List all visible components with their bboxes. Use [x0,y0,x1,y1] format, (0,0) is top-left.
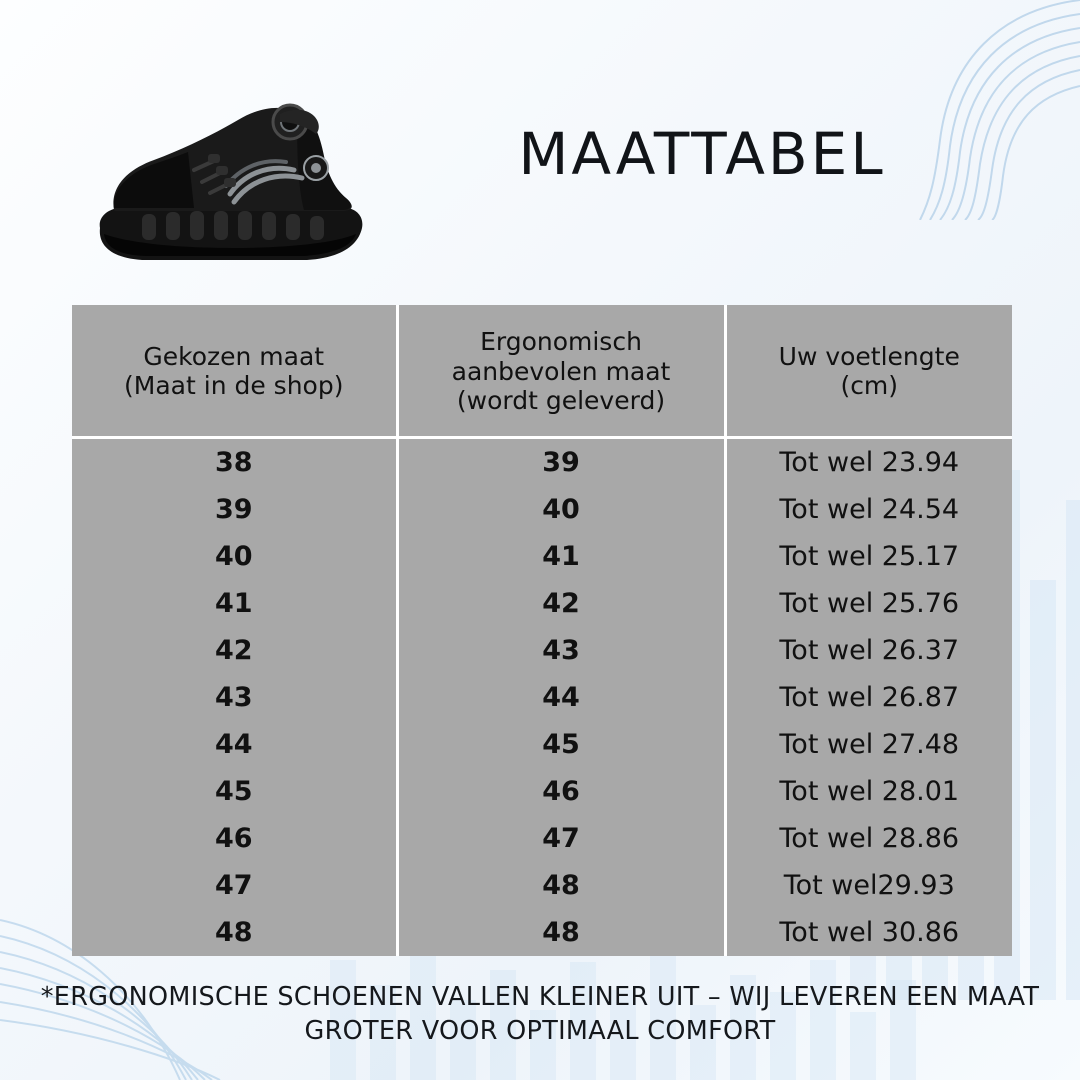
cell-foot-length: Tot wel 23.94 [725,437,1012,486]
table-row [72,909,1012,956]
cell-chosen-size: 48 [72,909,397,956]
cell-foot-length: Tot wel 27.48 [725,721,1012,768]
cell-foot-length: Tot wel 24.54 [725,486,1012,533]
cell-foot-length: Tot wel 28.86 [725,815,1012,862]
cell-recommended-size: 48 [397,909,725,956]
header-line: Ergonomisch [480,327,642,356]
cell-recommended-size: 39 [397,437,725,486]
cell-chosen-size: 45 [72,768,397,815]
header-line: (wordt geleverd) [456,386,666,415]
page-title: MAATTABEL [518,120,886,188]
header-line: (Maat in de shop) [124,371,344,401]
table-row [72,437,1012,486]
sneaker-product-image [82,78,382,278]
table-row [72,674,1012,721]
cell-chosen-size: 38 [72,437,397,486]
header-line: aanbevolen maat [451,356,671,386]
cell-recommended-size: 44 [397,674,725,721]
cell-chosen-size: 46 [72,815,397,862]
cell-chosen-size: 39 [72,486,397,533]
table-row [72,627,1012,674]
cell-recommended-size: 46 [397,768,725,815]
header-line: Gekozen maat [143,341,325,371]
table-body [72,437,1012,956]
size-table-container [72,305,1012,956]
cell-chosen-size: 44 [72,721,397,768]
cell-recommended-size: 41 [397,533,725,580]
cell-recommended-size: 40 [397,486,725,533]
cell-foot-length: Tot wel 30.86 [725,909,1012,956]
column-header-foot-length [725,305,1012,437]
cell-recommended-size: 43 [397,627,725,674]
cell-foot-length: Tot wel 25.17 [725,533,1012,580]
table-row [72,768,1012,815]
cell-foot-length: Tot wel 28.01 [725,768,1012,815]
footer-note: *ERGONOMISCHE SCHOENEN VALLEN KLEINER UIT – WIJ LEVEREN EEN MAAT GROTER VOOR OPTIMAAL COMFORT [40,982,1040,1047]
cell-recommended-size: 42 [397,580,725,627]
table-row [72,815,1012,862]
table-row [72,862,1012,909]
column-header-chosen-size [72,305,397,437]
cell-foot-length: Tot wel29.93 [725,862,1012,909]
cell-recommended-size: 45 [397,721,725,768]
column-header-recommended-size [397,305,725,437]
table-row [72,580,1012,627]
table-row [72,721,1012,768]
cell-foot-length: Tot wel 25.76 [725,580,1012,627]
header-line: Uw voetlengte [778,341,960,371]
size-table [72,305,1012,956]
table-row [72,533,1012,580]
cell-recommended-size: 47 [397,815,725,862]
header-line: (cm) [840,371,899,401]
cell-chosen-size: 40 [72,533,397,580]
cell-recommended-size: 48 [397,862,725,909]
table-header-row [72,305,1012,437]
cell-foot-length: Tot wel 26.37 [725,627,1012,674]
cell-foot-length: Tot wel 26.87 [725,674,1012,721]
table-row [72,486,1012,533]
header [72,60,1012,280]
cell-chosen-size: 41 [72,580,397,627]
cell-chosen-size: 42 [72,627,397,674]
cell-chosen-size: 43 [72,674,397,721]
cell-chosen-size: 47 [72,862,397,909]
